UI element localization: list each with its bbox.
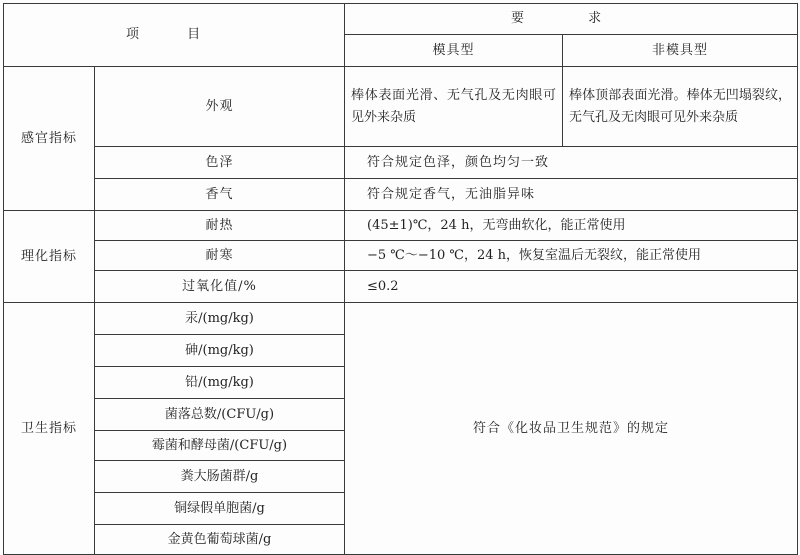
cell-value: 符合规定色泽，颜色均匀一致 <box>345 147 798 179</box>
row-name: 砷/(mg/kg) <box>95 335 345 367</box>
table-row <box>4 211 798 241</box>
cell-value: ≤0.2 <box>345 271 798 303</box>
table-row <box>4 303 798 335</box>
row-name: 霉菌和酵母菌/(CFU/g) <box>95 431 345 461</box>
table-row <box>4 241 798 271</box>
header-non-mold: 非模具型 <box>563 35 798 67</box>
row-name: 铜绿假单胞菌/g <box>95 493 345 525</box>
row-name: 金黄色葡萄球菌/g <box>95 525 345 555</box>
category-physicochemical: 理化指标 <box>4 211 95 303</box>
cell-value: (45±1)℃，24 h，无弯曲软化，能正常使用 <box>345 211 798 241</box>
cell-mold-appearance: 棒体表面光滑、无气孔及无肉眼可见外来杂质 <box>345 67 563 147</box>
row-name: 粪大肠菌群/g <box>95 461 345 493</box>
cell-non-mold-appearance: 棒体顶部表面光滑。棒体无凹塌裂纹，无气孔及无肉眼可见外来杂质 <box>563 67 798 147</box>
category-sensory: 感官指标 <box>4 67 95 211</box>
row-name: 铅/(mg/kg) <box>95 367 345 399</box>
table-row <box>4 67 798 147</box>
row-name: 菌落总数/(CFU/g) <box>95 399 345 431</box>
table-row <box>4 271 798 303</box>
spec-table <box>3 3 798 555</box>
header-item: 项 目 <box>4 4 345 67</box>
row-name: 外观 <box>95 67 345 147</box>
cell-hygiene-value: 符合《化妆品卫生规范》的规定 <box>345 303 798 555</box>
row-name: 耐热 <box>95 211 345 241</box>
row-name: 过氧化值/% <box>95 271 345 303</box>
header-row-1 <box>4 4 798 35</box>
row-name: 色泽 <box>95 147 345 179</box>
category-hygiene: 卫生指标 <box>4 303 95 555</box>
row-name: 耐寒 <box>95 241 345 271</box>
table-row <box>4 147 798 179</box>
cell-value: 符合规定香气，无油脂异味 <box>345 179 798 211</box>
row-name: 香气 <box>95 179 345 211</box>
header-mold: 模具型 <box>345 35 563 67</box>
header-requirement: 要 求 <box>345 4 798 35</box>
row-name: 汞/(mg/kg) <box>95 303 345 335</box>
cell-value: −5 ℃～−10 ℃，24 h，恢复室温后无裂纹，能正常使用 <box>345 241 798 271</box>
table-row <box>4 179 798 211</box>
